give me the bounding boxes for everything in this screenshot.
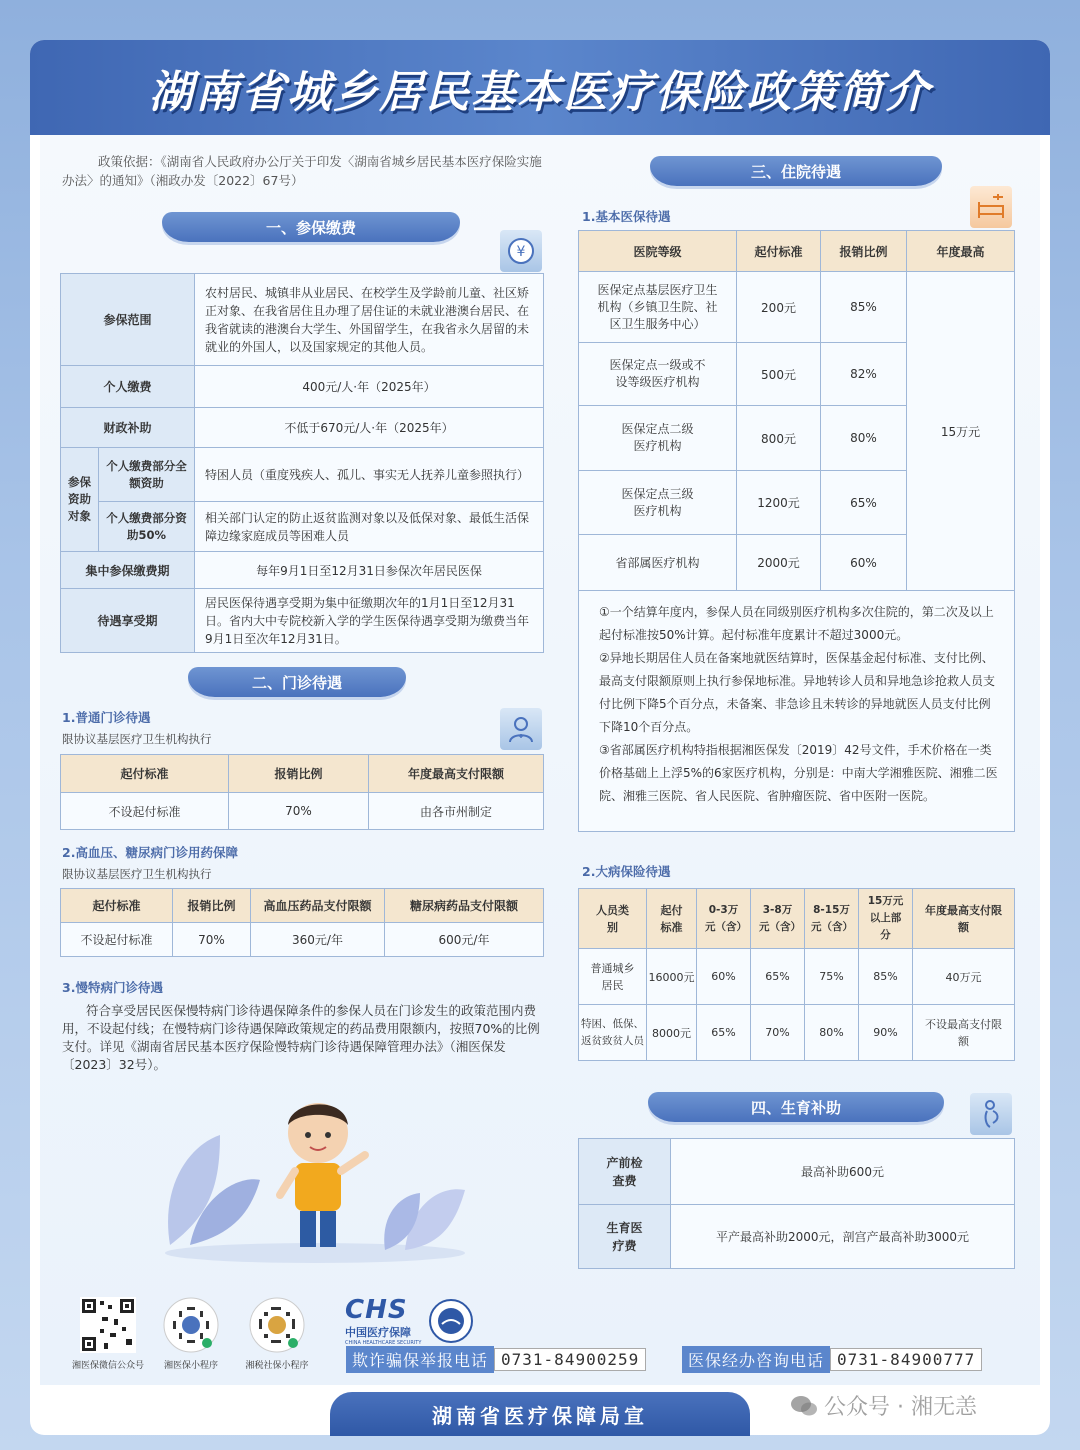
table-cell: 8000元	[647, 1005, 697, 1061]
period-value: 每年9月1日至12月31日参保次年居民医保	[195, 552, 544, 589]
coin-icon	[500, 230, 542, 272]
aid-label: 参保资助对象	[61, 448, 99, 552]
chs-logo	[345, 1296, 421, 1346]
col-header: 年度最高支付限额	[369, 755, 544, 793]
col-header: 15万元以上部分	[859, 889, 913, 949]
chs-logo-mark: CHS	[345, 1295, 408, 1325]
general-outpatient-table	[60, 754, 544, 830]
aid-half-label: 个人缴费部分资助50%	[99, 502, 195, 552]
table-cell: 85%	[821, 272, 907, 343]
col-header: 报销比例	[229, 755, 369, 793]
table-cell: 不设最高支付限额	[913, 1005, 1015, 1061]
maternity-table	[578, 1138, 1015, 1269]
table-cell: 1200元	[737, 471, 821, 535]
qr-label: 湘医保小程序	[163, 1361, 218, 1371]
table-cell: 2000元	[737, 535, 821, 591]
table-cell: 90%	[859, 1005, 913, 1061]
hospital-bed-icon	[970, 186, 1012, 228]
chs-logo-cn: 中国医疗保障	[345, 1326, 411, 1339]
qr-code-tax-social[interactable]	[249, 1297, 305, 1353]
section-header-inpatient: 三、住院待遇	[650, 156, 942, 186]
table-cell: 医保定点三级医疗机构	[579, 471, 737, 535]
qr-label: 湘税社保小程序	[245, 1361, 309, 1371]
table-cell: 由各市州制定	[369, 793, 544, 830]
table-cell: 70%	[173, 923, 251, 957]
personal-value: 400元/人·年（2025年）	[195, 366, 544, 408]
section-header-maternity: 四、生育补助	[648, 1092, 944, 1122]
outpatient-sub3-text: 符合享受居民医保慢特病门诊待遇保障条件的参保人员在门诊发生的政策范围内费用，不设起付线；在慢特病门诊待遇保障政策规定的药品费用限额内，按照70%的比例支付。详见《湖南省居民基本医疗保险慢特病门诊待遇保障管理办法》（湘医保发〔2023〕32号）。	[62, 1003, 540, 1072]
col-header: 报销比例	[821, 231, 907, 272]
table-cell: 65%	[751, 949, 805, 1005]
period-label: 集中参保缴费期	[61, 552, 195, 589]
mascot-illustration	[150, 1095, 480, 1265]
aid-full-label: 个人缴费部分全额资助	[99, 448, 195, 502]
table-cell: 85%	[859, 949, 913, 1005]
chs-logo-en: CHINA HEALTHCARE SECURITY	[345, 1340, 422, 1346]
col-header: 高血压药品支付限额	[251, 889, 385, 923]
section-header-outpatient: 二、门诊待遇	[188, 667, 406, 697]
table-cell: 普通城乡居民	[579, 949, 647, 1005]
policy-basis: 政策依据：《湖南省人民政府办公厅关于印发〈湖南省城乡居民基本医疗保险实施办法〉的通知》（湘政办发〔2022〕67号）	[62, 154, 542, 188]
subsidy-label: 财政补助	[61, 408, 195, 448]
aid-half-value: 相关部门认定的防止返贫监测对象以及低保对象、最低生活保障边缘家庭成员等困难人员	[195, 502, 544, 552]
qr-code-wechat[interactable]	[80, 1297, 136, 1353]
scope-label: 参保范围	[61, 274, 195, 366]
col-header: 糖尿病药品支付限额	[385, 889, 544, 923]
outpatient-sub1-title: 1.普通门诊待遇	[62, 710, 151, 725]
fraud-hotline-number[interactable]: 0731-84900259	[494, 1348, 646, 1371]
outpatient-sub2-note: 限协议基层医疗卫生机构执行	[62, 867, 212, 881]
inpatient-table	[578, 230, 1015, 591]
table-cell: 医保定点二级医疗机构	[579, 406, 737, 471]
enjoy-value: 居民医保待遇享受期为集中征缴期次年的1月1日至12月31日。省内大中专院校新入学的学生医保待遇享受期为缴费当年9月1日至次年12月31日。	[195, 589, 544, 653]
col-header: 起付标准	[61, 755, 229, 793]
enjoy-label: 待遇享受期	[61, 589, 195, 653]
table-label: 产前检查费	[579, 1139, 671, 1205]
doctor-icon	[500, 708, 542, 750]
watermark	[790, 1390, 977, 1421]
watermark-text: 公众号 · 湘无恙	[824, 1395, 977, 1420]
table-cell: 16000元	[647, 949, 697, 1005]
table-cell: 医保定点基层医疗卫生机构（乡镇卫生院、社区卫生服务中心）	[579, 272, 737, 343]
pregnant-icon	[970, 1093, 1012, 1135]
qr-label: 湘医保微信公众号	[71, 1361, 144, 1371]
col-header: 3-8万元（含）	[751, 889, 805, 949]
publisher-bar: 湖南省医疗保障局宣	[330, 1392, 750, 1436]
qr-code-mini-program[interactable]	[163, 1297, 219, 1353]
page-title: 湖南省城乡居民基本医疗保险政策简介	[149, 66, 931, 118]
inpatient-sub1-title: 1.基本医保待遇	[582, 209, 671, 224]
table-label: 生育医疗费	[579, 1205, 671, 1269]
note-item: ①一个结算年度内，参保人员在同级别医疗机构多次住院的，第二次及以上起付标准按50%计算。起付标准年度累计不超过3000元。	[599, 605, 994, 642]
table-cell: 最高补助600元	[671, 1139, 1015, 1205]
col-header: 8-15万元（含）	[805, 889, 859, 949]
annual-max-cell: 15万元	[907, 272, 1015, 591]
table-cell: 不设起付标准	[61, 793, 229, 830]
wechat-icon	[790, 1394, 818, 1418]
inpatient-notes	[578, 590, 1015, 832]
col-header: 起付标准	[61, 889, 173, 923]
subsidy-value: 不低于670元/人·年（2025年）	[195, 408, 544, 448]
table-cell: 40万元	[913, 949, 1015, 1005]
col-header: 人员类别	[579, 889, 647, 949]
personal-label: 个人缴费	[61, 366, 195, 408]
col-header: 医院等级	[579, 231, 737, 272]
col-header: 报销比例	[173, 889, 251, 923]
col-header: 起付标准	[647, 889, 697, 949]
scope-value: 农村居民、城镇非从业居民、在校学生及学龄前儿童、社区矫正对象、在我省居住且办理了居住证的未就业港澳台居民、在我省就读的港澳台大学生、外国留学生，在我省永久居留的未就业的外国人，以及国家规定的其他人员。	[195, 274, 544, 366]
table-cell: 不设起付标准	[61, 923, 173, 957]
section-header-enrollment: 一、参保缴费	[162, 212, 460, 242]
table-cell: 70%	[751, 1005, 805, 1061]
table-cell: 200元	[737, 272, 821, 343]
col-header: 年度最高	[907, 231, 1015, 272]
table-cell: 60%	[697, 949, 751, 1005]
aid-full-value: 特困人员（重度残疾人、孤儿、事实无人抚养儿童参照执行）	[195, 448, 544, 502]
outpatient-sub2-title: 2.高血压、糖尿病门诊用药保障	[62, 845, 238, 860]
table-cell: 80%	[821, 406, 907, 471]
critical-illness-table	[578, 888, 1015, 1061]
col-header: 起付标准	[737, 231, 821, 272]
table-cell: 500元	[737, 343, 821, 406]
table-cell: 65%	[821, 471, 907, 535]
svg-text:¥: ¥	[516, 244, 526, 260]
fraud-hotline	[346, 1347, 646, 1371]
note-item: ③省部属医疗机构特指根据湘医保发〔2019〕42号文件，手术价格在一类价格基础上上浮5%的6家医疗机构，分别是：中南大学湘雅医院、湘雅二医院、湘雅三医院、省人民医院、省肿瘤医院、省中医附一医院。	[599, 743, 998, 803]
table-cell: 80%	[805, 1005, 859, 1061]
table-cell: 60%	[821, 535, 907, 591]
chronic-drug-table	[60, 888, 544, 957]
hunan-healthcare-emblem	[428, 1298, 474, 1344]
table-cell: 特困、低保、返贫致贫人员	[579, 1005, 647, 1061]
enrollment-table	[60, 273, 544, 653]
table-cell: 82%	[821, 343, 907, 406]
consult-hotline	[682, 1347, 982, 1371]
table-cell: 360元/年	[251, 923, 385, 957]
col-header: 0-3万元（含）	[697, 889, 751, 949]
table-cell: 800元	[737, 406, 821, 471]
fraud-hotline-label: 欺诈骗保举报电话	[346, 1346, 494, 1373]
table-cell: 75%	[805, 949, 859, 1005]
table-cell: 70%	[229, 793, 369, 830]
table-cell: 600元/年	[385, 923, 544, 957]
table-cell: 平产最高补助2000元，剖宫产最高补助3000元	[671, 1205, 1015, 1269]
col-header: 年度最高支付限额	[913, 889, 1015, 949]
note-item: ②异地长期居住人员在备案地就医结算时，医保基金起付标准、支付比例、最高支付限额原则上执行参保地标准。异地转诊人员和异地急诊抢救人员支付比例下降5个百分点，未备案、非急诊且未转诊的异地就医人员支付比例下降10个百分点。	[599, 651, 996, 734]
table-cell: 省部属医疗机构	[579, 535, 737, 591]
table-cell: 65%	[697, 1005, 751, 1061]
title-banner	[30, 40, 1050, 135]
consult-hotline-number[interactable]: 0731-84900777	[830, 1348, 982, 1371]
inpatient-sub2-title: 2.大病保险待遇	[582, 864, 671, 879]
outpatient-sub3-title: 3.慢特病门诊待遇	[62, 980, 163, 995]
outpatient-sub1-note: 限协议基层医疗卫生机构执行	[62, 732, 212, 746]
consult-hotline-label: 医保经办咨询电话	[682, 1346, 830, 1373]
table-cell: 医保定点一级或不设等级医疗机构	[579, 343, 737, 406]
